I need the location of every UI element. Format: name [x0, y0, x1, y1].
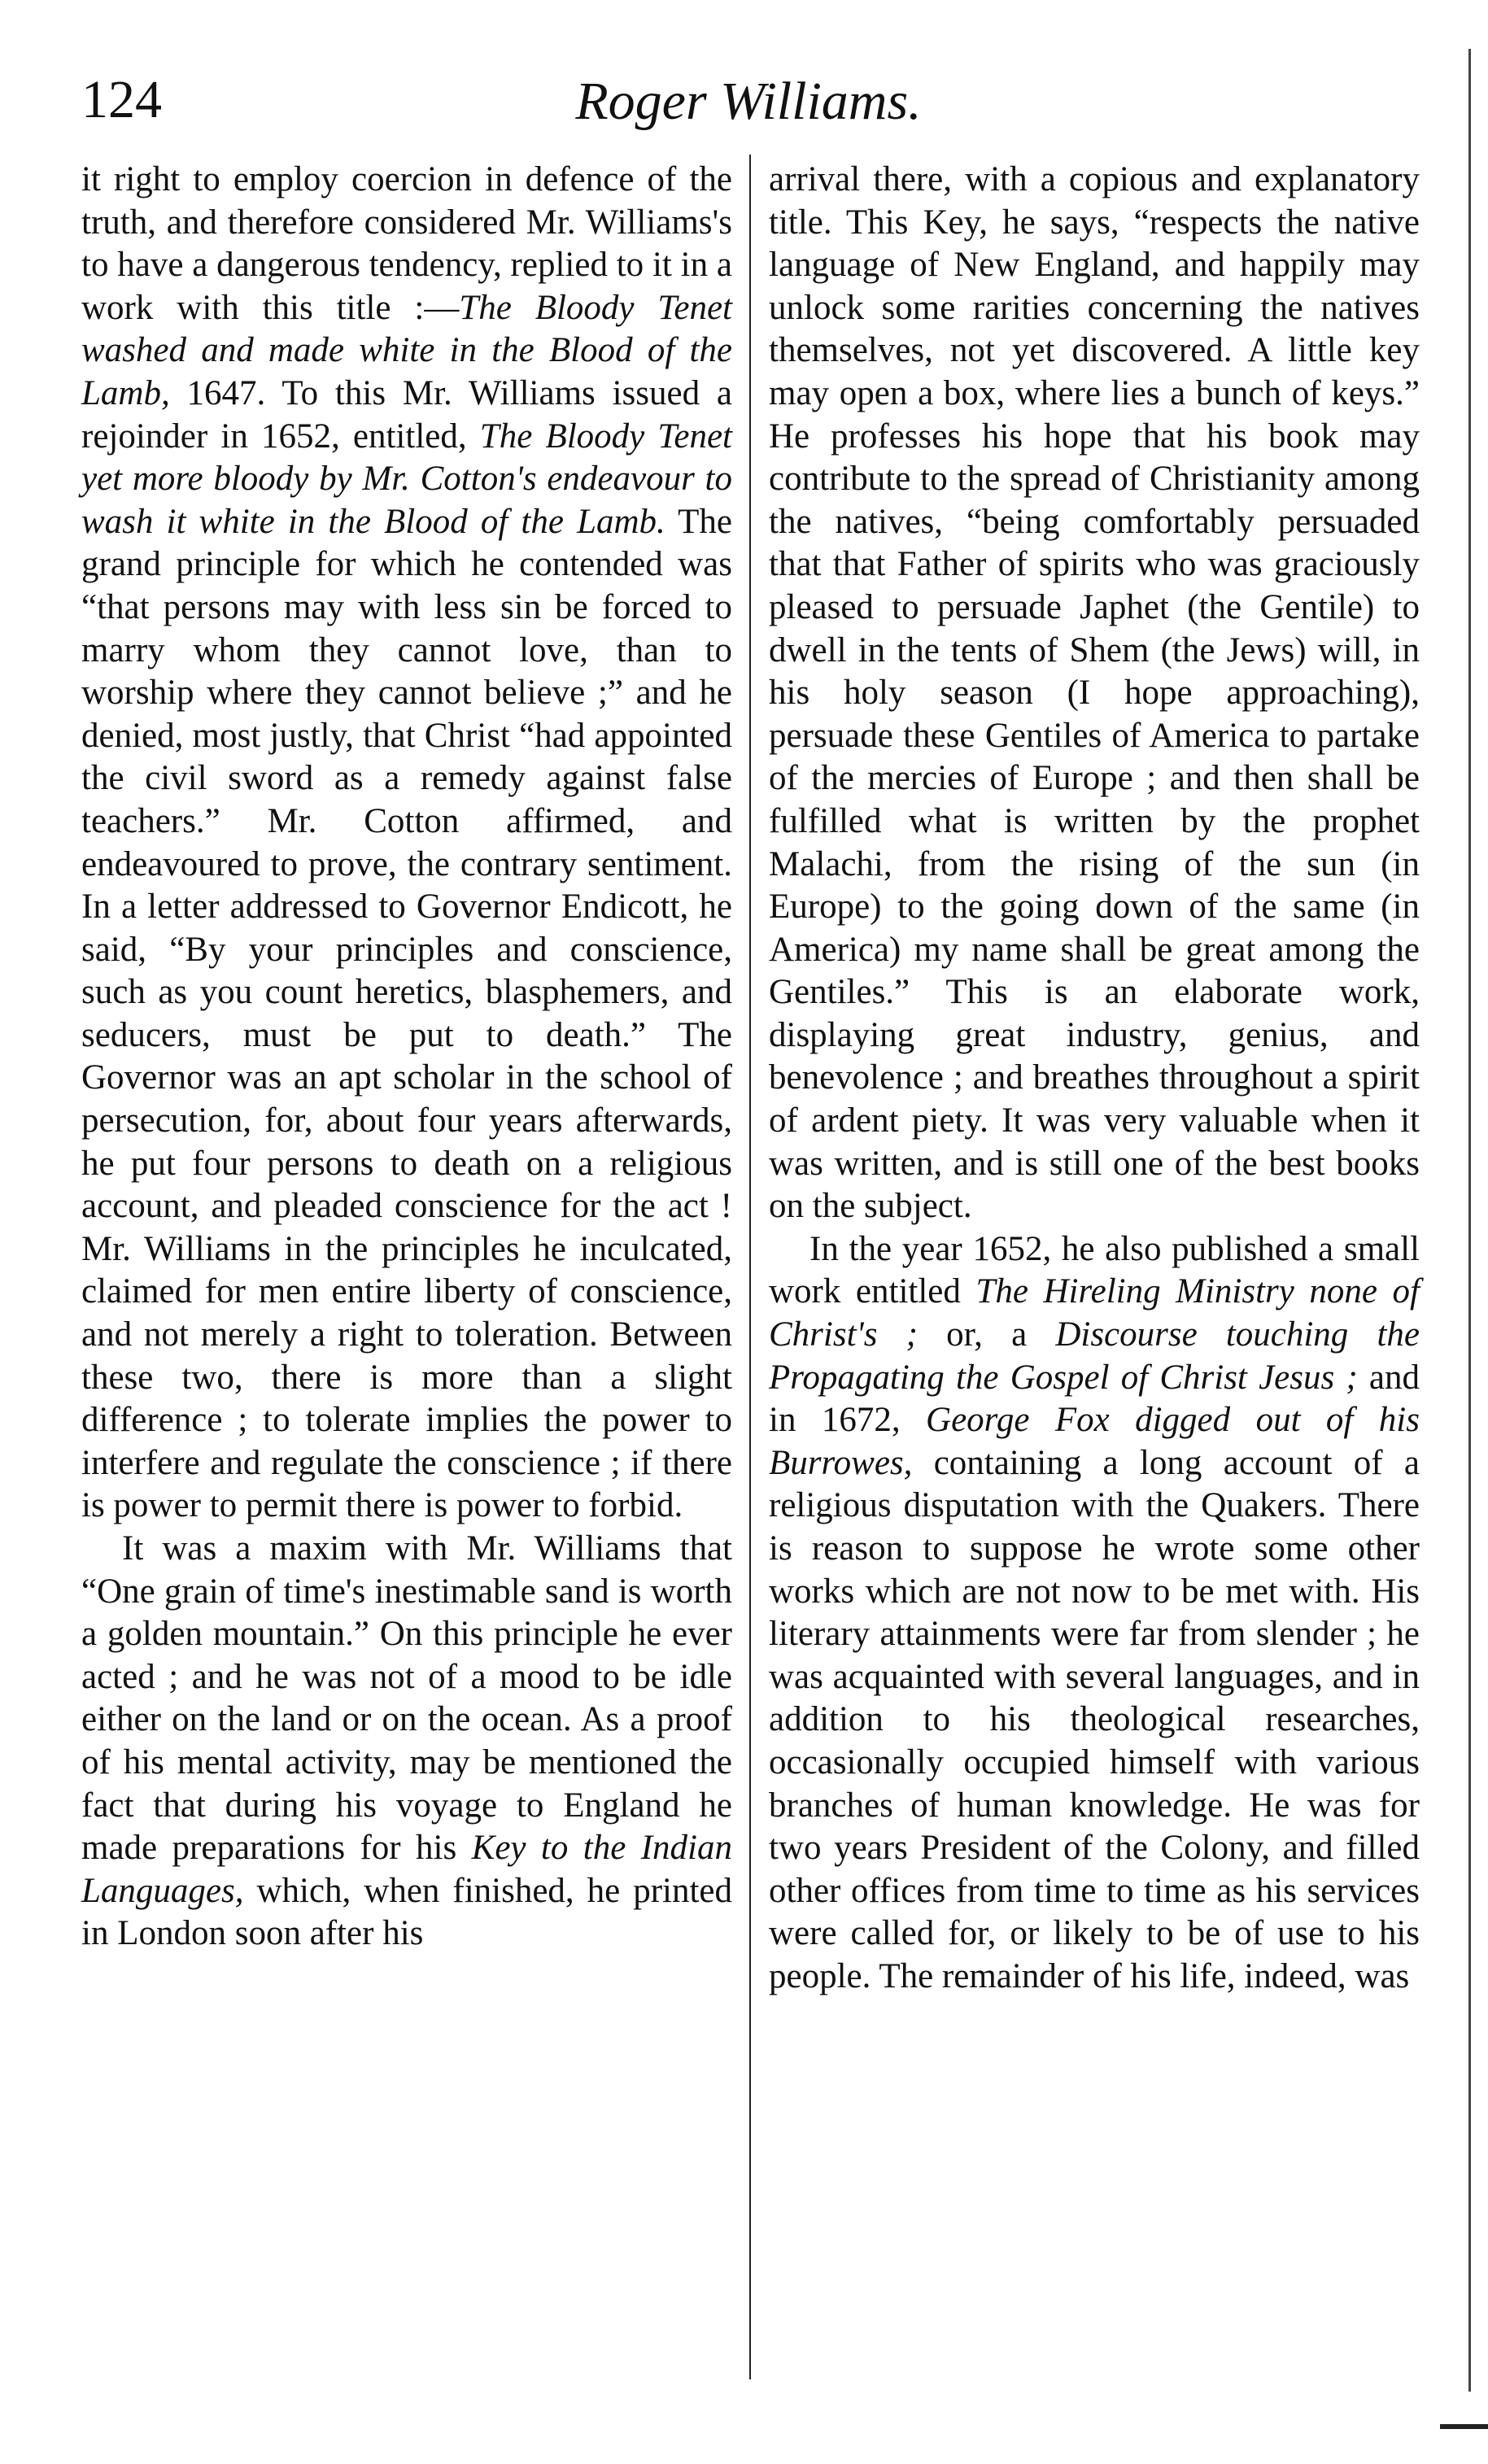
text-run: which, when finished, he printed in London soon after his	[81, 1871, 732, 1953]
text-run: 1647. To this Mr. Williams issued a rejoinder in 1652, entitled,	[81, 373, 732, 456]
page-header	[81, 50, 1416, 140]
text-run: arrival there, with a copious and explanatory title. This Key, he says, “respects the native language of New England, and happily may unlock some rarities concerning the natives themselves, not yet discovered. A little key may open a box, where lies a bunch of keys.” He professes his hope that his book may contribute to the spread of Christianity among the natives, “being comfortably persuaded that that Father of spirits who was graciously pleased to persuade Japhet (the Gentile) to dwell in the tents of Shem (the Jews) will, in his holy season (I hope approaching), persuade these Gentiles of America to partake of the mercies of Europe ; and then shall be fulfilled what is written by the prophet Malachi, from the rising of the sun (in Europe) to the going down of the same (in America) my name shall be great among the Gentiles.” This is an elaborate work, displaying great industry, genius, and benevolence ; and breathes throughout a spirit of ardent piety. It was very valuable when it was written, and is still one of the best books on the subject.	[769, 160, 1420, 1226]
column-divider	[749, 155, 751, 2379]
text-run: containing a long account of a religious disputation with the Quakers. There is reason to suppose he wrote some other works which are not now to be met with. His literary attainments were far from slender ; he was acquainted with several languages, and in addition to his theological researches, occasionally occupied himself with various branches of human knowledge. He was for two years President of the Colony, and filled other offices from time to time as his services were called for, or likely to be of use to his people. The remainder of his life, indeed, was	[769, 1443, 1420, 1995]
italic-title: The Hireling Ministry none of Christ's ;	[769, 1272, 1420, 1354]
page-number: 124	[81, 70, 162, 129]
text-run: it right to employ coercion in defence of the truth, and therefore considered Mr. Williams's to have a dangerous tendency, replied to it in a work with this title :—	[81, 160, 732, 327]
text-run: It was a maxim with Mr. Williams that “One grain of time's inestimable sand is worth a golden mountain.” On this principle he ever acted ; and he was not of a mood to be idle either on the land or on the ocean. As a proof of his mental activity, may be mentioned the fact that during his voyage to England he made preparations for his	[81, 1529, 732, 1868]
right-paragraph-1	[769, 159, 1420, 1228]
italic-title: Key to the Indian Languages,	[81, 1829, 732, 1910]
text-run: or, a	[917, 1315, 1056, 1354]
italic-title: The Bloody Tenet yet more bloody by Mr. Cotton's endeavour to wash it white in the Blood of the Lamb.	[81, 416, 732, 541]
text-run: and in 1672,	[769, 1358, 1420, 1440]
italic-title: George Fox digged out of his Burrowes,	[769, 1401, 1420, 1482]
page-corner-mark	[1440, 2424, 1488, 2429]
left-column	[81, 159, 732, 1956]
left-paragraph-2	[81, 1528, 732, 1956]
italic-title: The Bloody Tenet washed and made white in the Blood of the Lamb,	[81, 288, 732, 412]
right-column	[769, 159, 1420, 1999]
italic-title: Discourse touching the Propagating the Gospel of Christ Jesus ;	[769, 1315, 1420, 1397]
right-paragraph-2	[769, 1228, 1420, 1999]
text-run: In the year 1652, he also published a small work entitled	[769, 1229, 1420, 1311]
left-paragraph-1	[81, 159, 732, 1528]
running-title: Roger Williams.	[575, 72, 922, 131]
page-edge-rule	[1468, 49, 1471, 2392]
text-run: The grand principle for which he contended was “that persons may with less sin be forced to marry whom they cannot love, than to worship where they cannot believe ;” and he denied, most justly, that Christ “had appointed the civil sword as a remedy against false teachers.” Mr. Cotton affirmed, and endeavoured to prove, the contrary sentiment. In a letter addressed to Governor Endicott, he said, “By your principles and conscience, such as you count heretics, blasphemers, and seducers, must be put to death.” The Governor was an apt scholar in the school of persecution, for, about four years afterwards, he put four persons to death on a religious account, and pleaded conscience for the act ! Mr. Williams in the principles he inculcated, claimed for men entire liberty of conscience, and not merely a right to toleration. Between these two, there is more than a slight difference ; to tolerate implies the power to interfere and regulate the conscience ; if there is power to permit there is power to forbid.	[81, 502, 733, 1525]
